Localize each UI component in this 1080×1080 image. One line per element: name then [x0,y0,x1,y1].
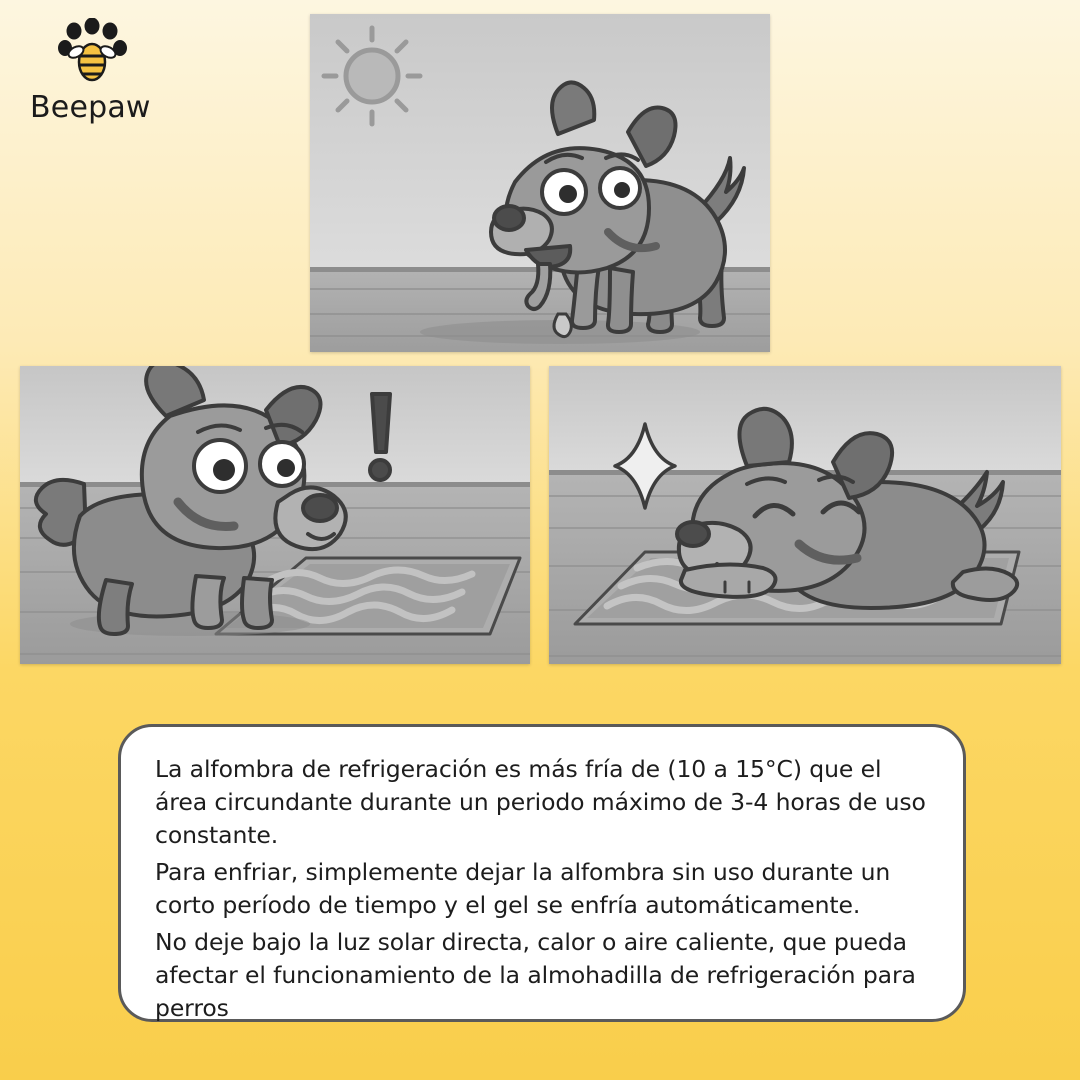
info-paragraph-3: No deje bajo la luz solar directa, calor o aire caliente, que pueda afectar el funcionamiento de la almohadilla de refrigeración para perros [155,928,916,1022]
info-paragraph-2: Para enfriar, simplemente dejar la alfombra sin uso durante un corto período de tiempo y el gel se enfría automáticamente. [155,858,891,919]
exclamation-mark-icon [370,394,390,480]
panel-dog-resting-on-mat [549,366,1061,664]
bee-paw-logo-icon [58,18,128,88]
info-card [118,724,966,1022]
sun-icon [324,28,420,124]
brand-logo [28,18,198,128]
brand-name: Beepaw [30,90,151,125]
drool-drop-icon [554,314,571,337]
info-paragraph-1: La alfombra de refrigeración es más fría de (10 a 15°C) que el área circundante durante un periodo máximo de 3-4 horas de uso constante. [155,755,926,849]
panel-dog-discovers-mat [20,366,530,664]
panel-hot-dog [310,14,770,352]
